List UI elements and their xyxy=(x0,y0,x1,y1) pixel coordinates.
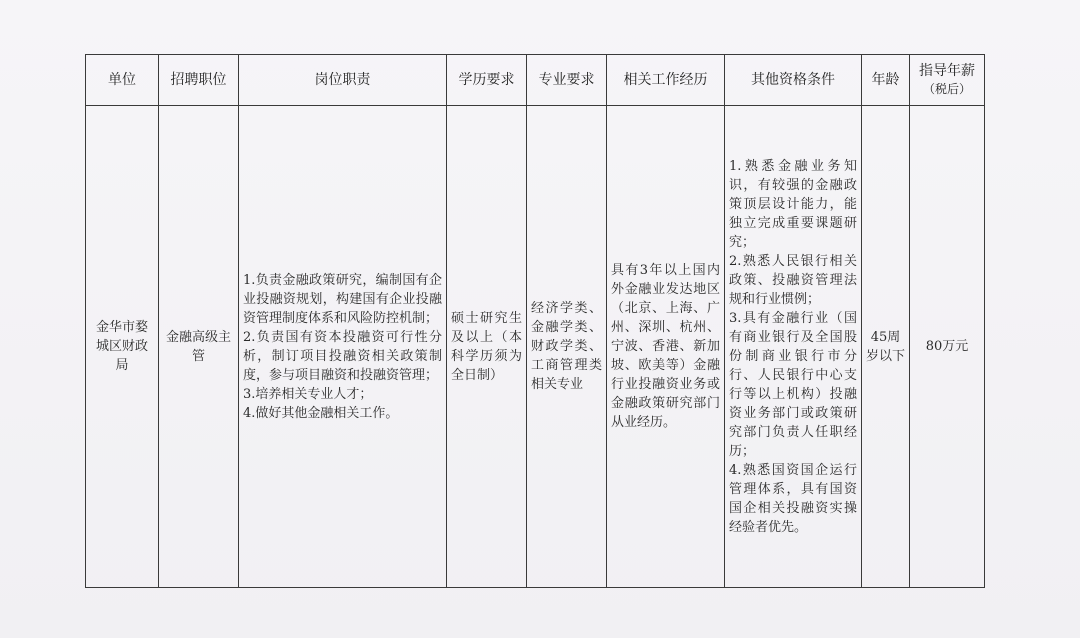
header-unit: 单位 xyxy=(86,55,159,106)
header-major: 专业要求 xyxy=(527,55,607,106)
table-row xyxy=(86,106,985,588)
header-position: 招聘职位 xyxy=(159,55,239,106)
qualification-item: 3.具有金融行业（国有商业银行及全国股份制商业银行市分行、人民银行中心支行等以上机构）投融资业务部门或政策研究部门负责人任职经历； xyxy=(729,310,857,459)
cell-experience: 具有3年以上国内外金融业发达地区（北京、上海、广州、深圳、杭州、宁波、香港、新加坡、欧美等）金融行业投融资业务或金融政策研究部门从业经历。 xyxy=(607,106,725,588)
header-age: 年龄 xyxy=(862,55,910,106)
header-row xyxy=(86,55,985,106)
duty-item: 4.做好其他金融相关工作。 xyxy=(243,405,399,421)
header-salary-note: （税后） xyxy=(922,82,971,96)
qualification-item: 2.熟悉人民银行相关政策、投融资管理法规和行业惯例； xyxy=(729,253,857,307)
header-salary xyxy=(910,55,985,106)
cell-age: 45周岁以下 xyxy=(862,106,910,588)
qualification-item: 4.熟悉国资国企运行管理体系，具有国资国企相关投融资实操经验者优先。 xyxy=(729,462,857,535)
cell-position: 金融高级主管 xyxy=(159,106,239,588)
header-other-qualifications: 其他资格条件 xyxy=(725,55,862,106)
recruitment-table xyxy=(85,54,985,588)
duty-item: 3.培养相关专业人才； xyxy=(243,386,373,402)
cell-salary: 80万元 xyxy=(910,106,985,588)
header-duties: 岗位职责 xyxy=(239,55,447,106)
cell-education: 硕士研究生及以上（本科学历须为全日制） xyxy=(447,106,527,588)
duty-item: 1.负责金融政策研究，编制国有企业投融资规划，构建国有企业投融资管理制度体系和风险防控机制； xyxy=(243,272,442,326)
header-salary-title: 指导年薪 xyxy=(919,63,975,79)
cell-duties xyxy=(239,106,447,588)
header-experience: 相关工作经历 xyxy=(607,55,725,106)
cell-other-qualifications xyxy=(725,106,862,588)
qualification-item: 1.熟悉金融业务知识，有较强的金融政策顶层设计能力，能独立完成重要课题研究； xyxy=(729,158,857,250)
header-education: 学历要求 xyxy=(447,55,527,106)
cell-unit: 金华市婺城区财政局 xyxy=(86,106,159,588)
cell-major: 经济学类、金融学类、财政学类、工商管理类相关专业 xyxy=(527,106,607,588)
duty-item: 2.负责国有资本投融资可行性分析，制订项目投融资相关政策制度，参与项目融资和投融资管理； xyxy=(243,329,442,383)
